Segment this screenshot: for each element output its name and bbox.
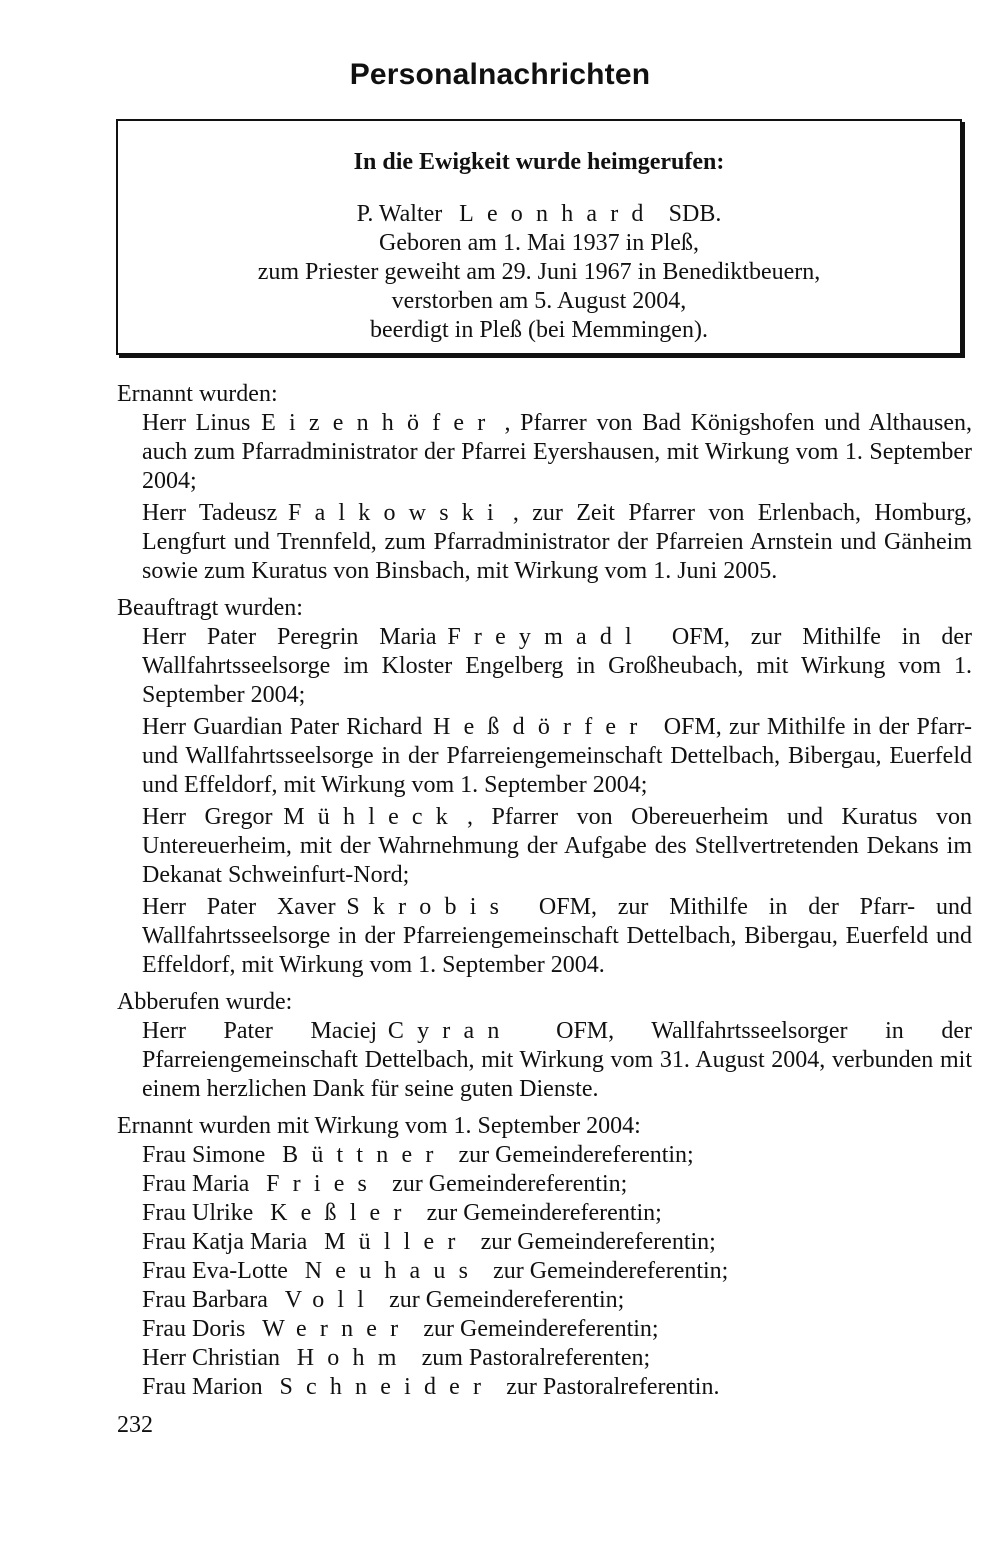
appointment-entry	[117, 499, 972, 586]
section-label-beauftragt: Beauftragt wurden:	[117, 595, 303, 621]
section-label-abberufen: Abberufen wurde:	[117, 989, 293, 1015]
commission-entry	[117, 623, 972, 710]
section-label-ernannt: Ernannt wurden:	[117, 381, 278, 407]
appointee-row	[142, 1286, 972, 1315]
appointee-prefix: Frau Marion	[142, 1374, 263, 1400]
entry-text: OFM, zur Mithilfe in der Wallfahrtsseelsorge im Kloster Engelberg in Großheubach, mit Wirkung vom 1. September 2004;	[142, 624, 972, 708]
obituary-ordination-line: zum Priester geweiht am 29. Juni 1967 in Benediktbeuern,	[257, 259, 821, 285]
entry-surname: Eizenhöfer	[261, 410, 499, 436]
appointee-prefix: Herr Christian	[142, 1345, 280, 1371]
appointee-role: zur Pastoralreferentin.	[506, 1374, 720, 1400]
obituary-box	[116, 119, 962, 355]
appointee-list	[117, 1141, 972, 1402]
appointee-surname: Schneider	[279, 1374, 495, 1400]
entry-surname: Cyran	[387, 1018, 513, 1044]
appointee-role: zur Gemeindereferentin;	[426, 1200, 662, 1226]
obituary-surname: Leonhard	[459, 201, 657, 227]
entry-surname: Mühleck	[283, 804, 461, 830]
personnel-news-body	[117, 380, 972, 1402]
appointee-role: zur Gemeindereferentin;	[423, 1316, 659, 1342]
appointee-prefix: Frau Ulrike	[142, 1200, 254, 1226]
appointee-surname: Büttner	[282, 1142, 447, 1168]
appointee-row	[142, 1141, 972, 1170]
entry-text: OFM, Wallfahrtsseelsorger in der Pfarreiengemeinschaft Dettelbach, mit Wirkung vom 31. August 2004, verbunden mit einem herzlichen Dank für seine guten Dienste.	[142, 1018, 972, 1102]
appointee-surname: Voll	[284, 1287, 378, 1313]
commission-entry	[117, 893, 972, 980]
entry-surname: Heßdörfer	[433, 714, 651, 740]
appointee-row	[142, 1373, 972, 1402]
appointee-role: zur Gemeindereferentin;	[389, 1287, 625, 1313]
page-title: Personalnachrichten	[349, 58, 651, 91]
obituary-birth-line: Geboren am 1. Mai 1937 in Pleß,	[379, 230, 699, 256]
entry-text: OFM, zur Mithilfe in der Pfarr- und Wallfahrtsseelsorge in der Pfarreiengemeinschaft Dettelbach, Bibergau, Euerfeld und Effeldorf, mit Wirkung vom 1. September 2004.	[142, 894, 972, 978]
obituary-burial-line: beerdigt in Pleß (bei Memmingen).	[370, 317, 708, 343]
entry-text: , zur Zeit Pfarrer von Erlenbach, Homburg, Lengfurt und Trennfeld, zum Pfarradministrator der Pfarreien Arnstein und Gänheim sowie zum Kuratus von Binsbach, mit Wirkung vom 1. Juni 2005.	[142, 500, 972, 584]
entry-prefix: Herr Tadeusz	[142, 500, 278, 526]
appointee-prefix: Frau Katja Maria	[142, 1229, 308, 1255]
appointee-role: zur Gemeindereferentin;	[458, 1142, 694, 1168]
appointee-prefix: Frau Maria	[142, 1171, 250, 1197]
appointee-surname: Hohm	[296, 1345, 410, 1371]
entry-surname: Falkowski	[288, 500, 507, 526]
appointee-role: zur Gemeindereferentin;	[480, 1229, 716, 1255]
section-label-ernannt-september: Ernannt wurden mit Wirkung vom 1. September 2004:	[117, 1113, 641, 1139]
obituary-death-line: verstorben am 5. August 2004,	[391, 288, 687, 314]
entry-surname: Skrobis	[346, 894, 513, 920]
obituary-name-line	[118, 200, 960, 229]
appointee-prefix: Frau Simone	[142, 1142, 266, 1168]
appointee-prefix: Frau Doris	[142, 1316, 246, 1342]
appointee-surname: Neuhaus	[304, 1258, 482, 1284]
entry-text: OFM, zur Mithilfe in der Pfarr- und Wallfahrtsseelsorge in der Pfarreiengemeinschaft Dettelbach, Bibergau, Euerfeld und Effeldorf, mit Wirkung vom 1. September 2004;	[142, 714, 972, 798]
appointee-role: zum Pastoralreferenten;	[421, 1345, 651, 1371]
entry-surname: Freymadl	[447, 624, 645, 650]
appointee-prefix: Frau Eva-Lotte	[142, 1258, 288, 1284]
appointee-role: zur Gemeindereferentin;	[392, 1171, 628, 1197]
obituary-heading: In die Ewigkeit wurde heimgerufen:	[353, 149, 725, 175]
obituary-name-prefix: P. Walter	[356, 201, 443, 227]
appointee-prefix: Frau Barbara	[142, 1287, 268, 1313]
entry-prefix: Herr Gregor	[142, 804, 273, 830]
obituary-name-suffix: SDB.	[668, 201, 722, 227]
appointee-row	[142, 1170, 972, 1199]
commission-entry	[117, 803, 972, 890]
appointee-role: zur Gemeindereferentin;	[493, 1258, 729, 1284]
page-number: 232	[117, 1412, 153, 1438]
appointee-row	[142, 1257, 972, 1286]
entry-prefix: Herr Pater Peregrin Maria	[142, 624, 437, 650]
entry-prefix: Herr Linus	[142, 410, 251, 436]
appointee-surname: Keßler	[270, 1200, 415, 1226]
entry-prefix: Herr Pater Maciej	[142, 1018, 378, 1044]
appointment-entry	[117, 409, 972, 496]
recall-entry	[117, 1017, 972, 1104]
entry-prefix: Herr Pater Xaver	[142, 894, 336, 920]
appointee-row	[142, 1344, 972, 1373]
entry-text: , Pfarrer von Bad Königshofen und Althausen, auch zum Pfarradministrator der Pfarrei Eyershausen, mit Wirkung vom 1. September 2004;	[142, 410, 972, 494]
commission-entry	[117, 713, 972, 800]
appointee-surname: Werner	[262, 1316, 412, 1342]
appointee-surname: Müller	[324, 1229, 469, 1255]
appointee-row	[142, 1228, 972, 1257]
entry-prefix: Herr Guardian Pater Richard	[142, 714, 423, 740]
appointee-row	[142, 1315, 972, 1344]
entry-text: , Pfarrer von Obereuerheim und Kuratus von Untereuerheim, mit der Wahrnehmung der Aufgabe des Stellvertretenden Dekans im Dekanat Schweinfurt-Nord;	[142, 804, 972, 888]
appointee-surname: Fries	[266, 1171, 381, 1197]
appointee-row	[142, 1199, 972, 1228]
